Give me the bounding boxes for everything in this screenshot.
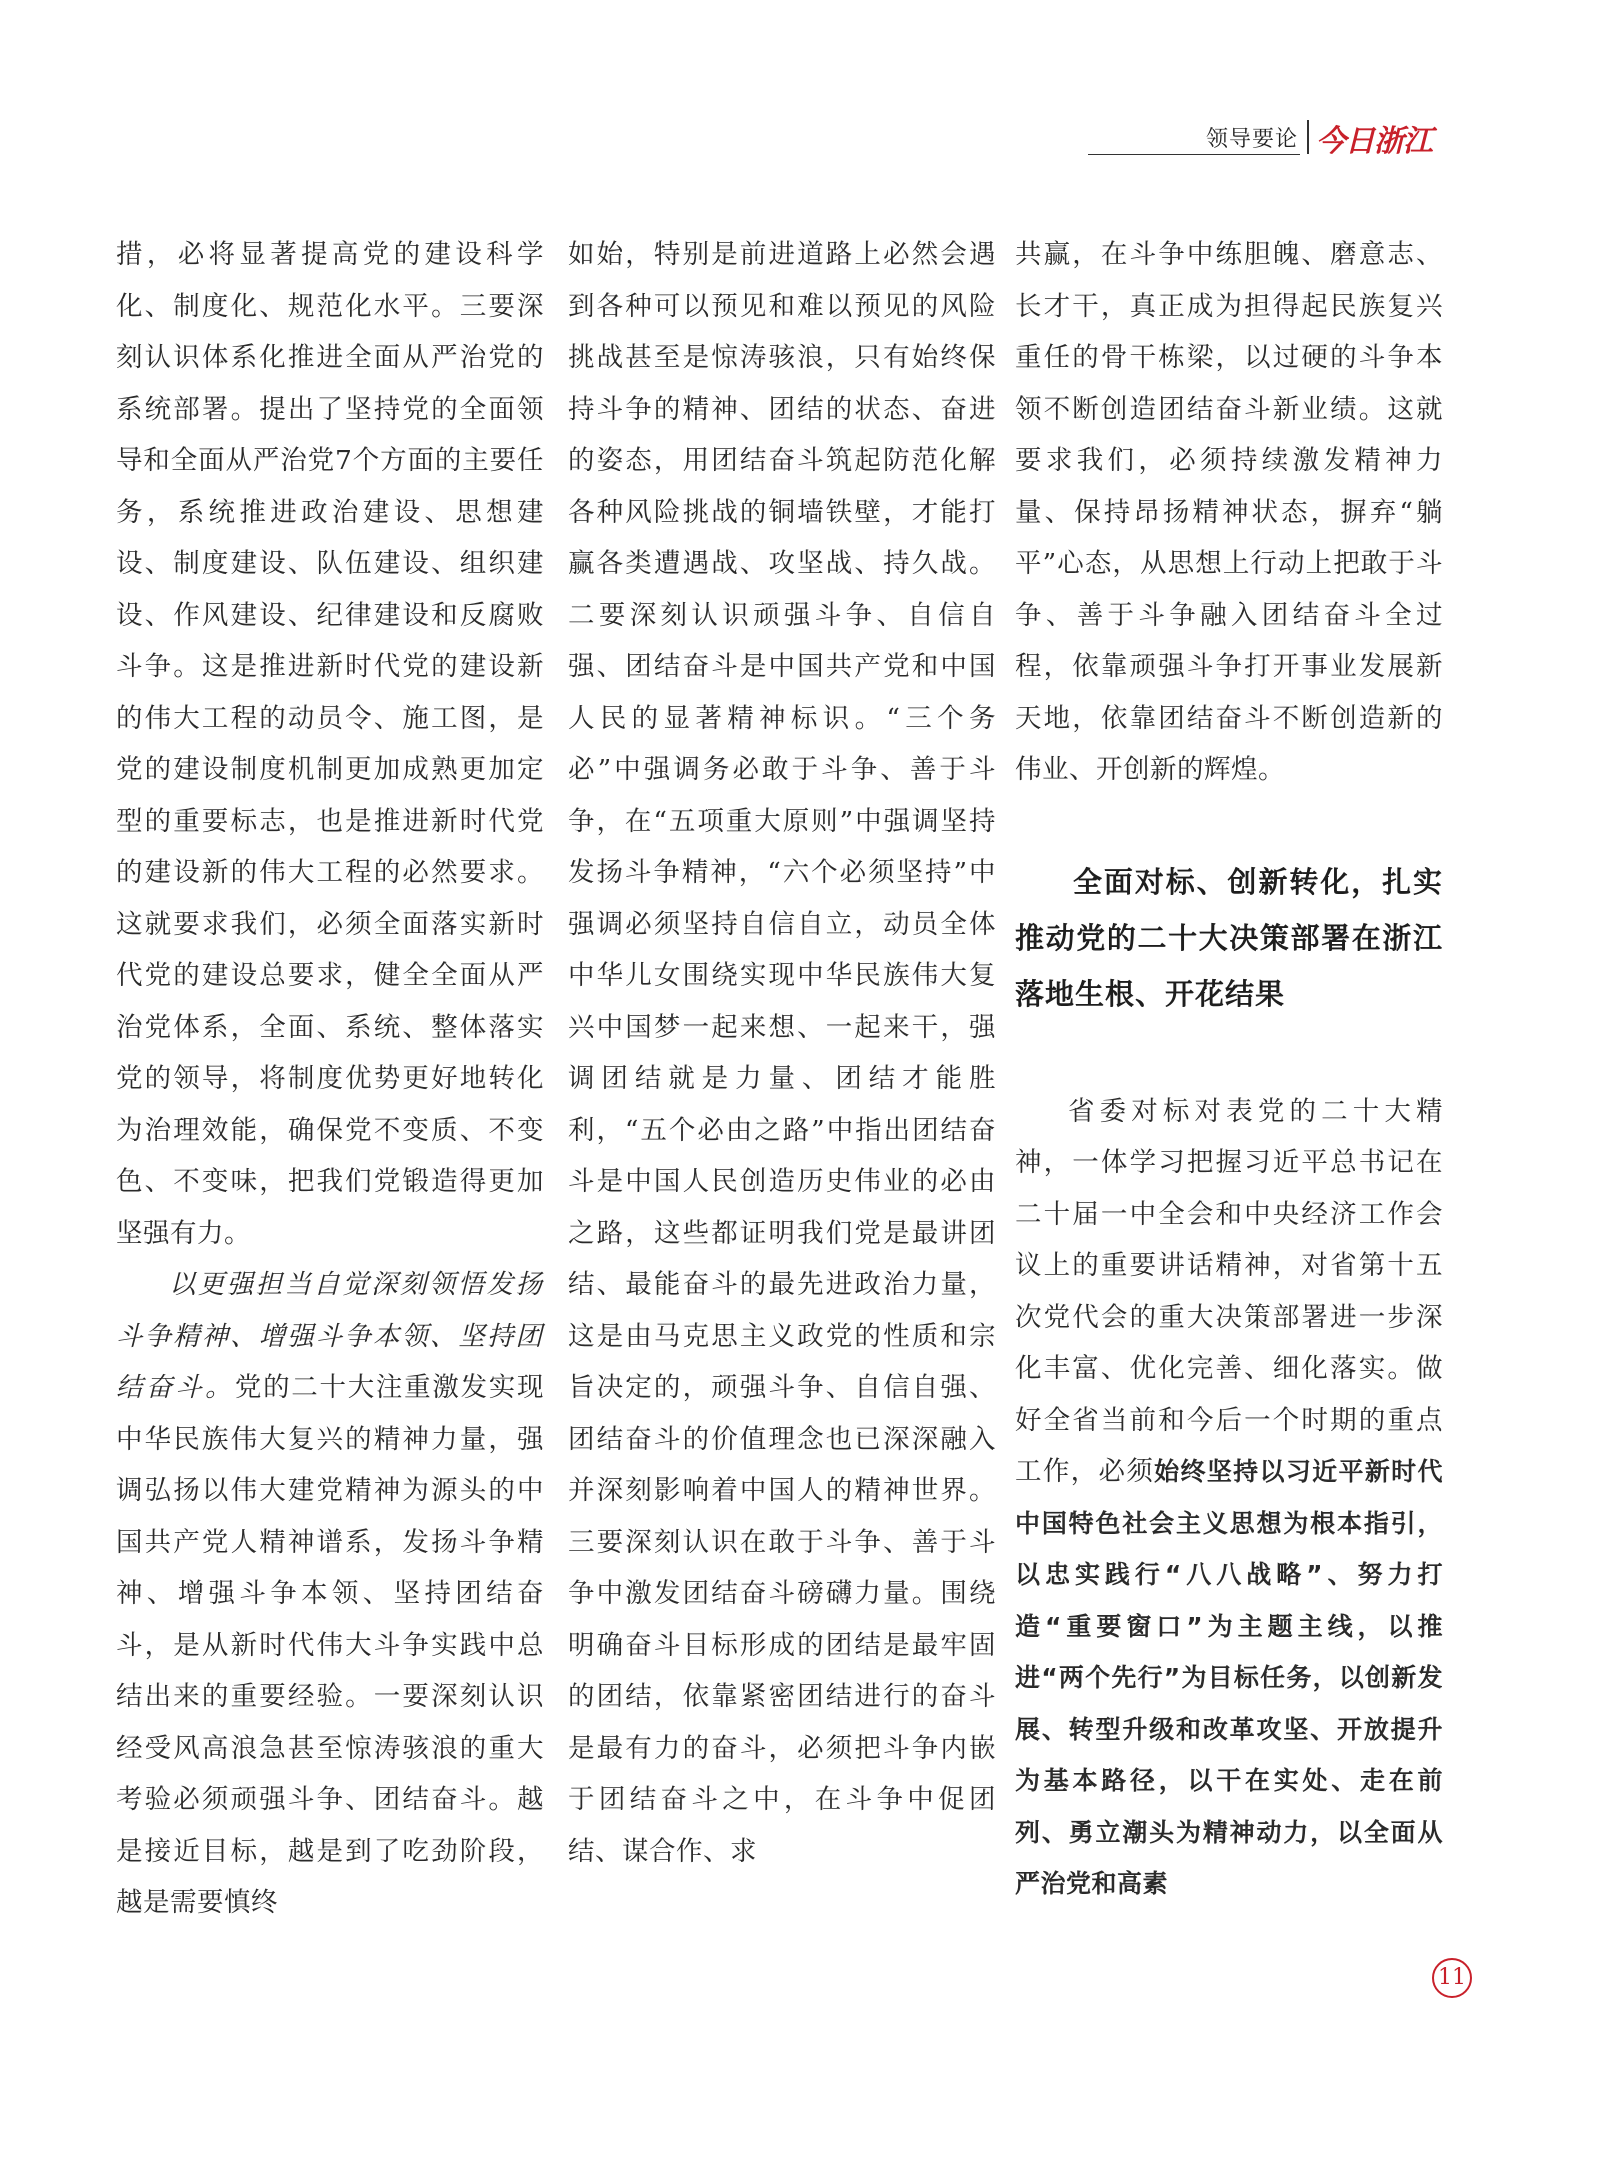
bold-emphasis: 始终坚持以习近平新时代中国特色社会主义思想为根本指引，以忠实践行“八八战略”、努力打造“重要窗口”为主题主线，以推进“两个先行”为目标任务，以创新发展、转型升级和改革攻坚、开放提升为基本路径，以干在实处、走在前列、勇立潮头为精神动力，以全面从严治党和高素 — [1015, 1457, 1443, 1898]
section-subheading: 全面对标、创新转化，扎实推动党的二十大决策部署在浙江落地生根、开花结果 — [1015, 864, 1443, 1011]
paragraph: 共赢，在斗争中练胆魄、磨意志、长才干，真正成为担得起民族复兴重任的骨干栋梁，以过硬的斗争本领不断创造团结奋斗新业绩。这就要求我们，必须持续激发精神力量、保持昂扬精神状态，摒弃“躺平”心态，从思想上行动上把敢于斗争、善于斗争融入团结奋斗全过程，依靠顽强斗争打开事业发展新天地，依靠团结奋斗不断创造新的伟业、开创新的辉煌。 — [1015, 239, 1443, 785]
page-number: 11 — [1432, 1958, 1472, 1998]
text-column-3 — [1015, 229, 1443, 1910]
paragraph — [116, 1259, 544, 1929]
header-section-title: 领导要论 — [1205, 127, 1298, 152]
lead-in-phrase: 以更强担当自觉深刻领悟发扬斗争精神、增强斗争本领、坚持团结奋斗。 — [116, 1269, 544, 1403]
text-column-1 — [116, 229, 544, 1929]
paragraph: 措，必将显著提高党的建设科学化、制度化、规范化水平。三要深刻认识体系化推进全面从严治党的系统部署。提出了坚持党的全面领导和全面从严治党7个方面的主要任务，系统推进政治建设、思想建设、制度建设、队伍建设、组织建设、作风建设、纪律建设和反腐败斗争。这是推进新时代党的建设新的伟大工程的动员令、施工图，是党的建设制度机制更加成熟更加定型的重要标志，也是推进新时代党的建设新的伟大工程的必然要求。这就要求我们，必须全面落实新时代党的建设总要求，健全全面从严治党体系，全面、系统、整体落实党的领导，将制度优势更好地转化为治理效能，确保党不变质、不变色、不变味，把我们党锻造得更加坚强有力。 — [116, 239, 544, 1249]
page-header — [1088, 118, 1432, 160]
header-rule — [1088, 154, 1300, 155]
paragraph: 如始，特别是前进道路上必然会遇到各种可以预见和难以预见的风险挑战甚至是惊涛骇浪，只有始终保持斗争的精神、团结的状态、奋进的姿态，用团结奋斗筑起防范化解各种风险挑战的铜墙铁壁，才能打赢各类遭遇战、攻坚战、持久战。二要深刻认识顽强斗争、自信自强、团结奋斗是中国共产党和中国人民的显著精神标识。“三个务必”中强调务必敢于斗争、善于斗争，在“五项重大原则”中强调坚持发扬斗争精神，“六个必须坚持”中强调必须坚持自信自立，动员全体中华儿女围绕实现中华民族伟大复兴中国梦一起来想、一起来干，强调团结就是力量、团结才能胜利，“五个必由之路”中指出团结奋斗是中国人民创造历史伟业的必由之路，这些都证明我们党是最讲团结、最能奋斗的最先进政治力量，这是由马克思主义政党的性质和宗旨决定的，顽强斗争、自信自强、团结奋斗的价值理念也已深深融入并深刻影响着中国人的精神世界。三要深刻认识在敢于斗争、善于斗争中激发团结奋斗磅礴力量。围绕明确奋斗目标形成的团结是最牢固的团结，依靠紧密团结进行的奋斗是最有力的奋斗，必须把斗争内嵌于团结奋斗之中，在斗争中促团结、谋合作、求 — [568, 239, 996, 1867]
paragraph-body: 省委对标对表党的二十大精神，一体学习把握习近平总书记在二十届一中全会和中央经济工作会议上的重要讲话精神，对省第十五次党代会的重大决策部署进一步深化丰富、优化完善、细化落实。做好全省当前和今后一个时期的重点工作，必须 — [1015, 1095, 1443, 1487]
text-column-2 — [568, 229, 996, 1877]
paragraph-body: 党的二十大注重激发实现中华民族伟大复兴的精神力量，强调弘扬以伟大建党精神为源头的中国共产党人精神谱系，发扬斗争精神、增强斗争本领、坚持团结奋斗，是从新时代伟大斗争实践中总结出来的重要经验。一要深刻认识经受风高浪急甚至惊涛骇浪的重大考验必须顽强斗争、团结奋斗。越是接近目标，越是到了吃劲阶段，越是需要慎终 — [116, 1372, 545, 1918]
magazine-brand: 今日浙江 — [1316, 124, 1432, 159]
paragraph — [1015, 1086, 1443, 1910]
header-separator — [1307, 120, 1309, 154]
